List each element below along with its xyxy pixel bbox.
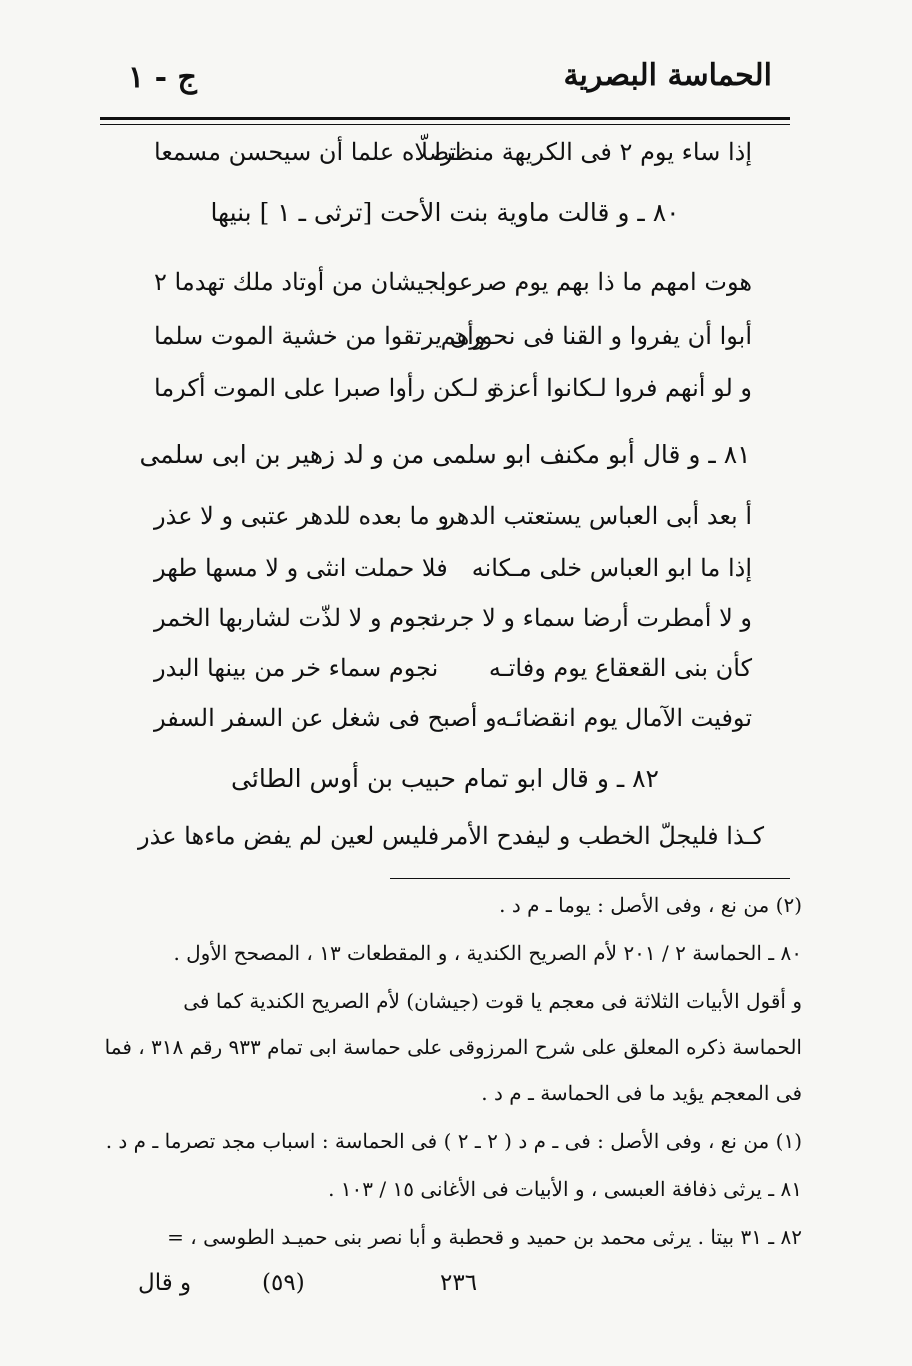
verse-80-2-left: وأن يرتقوا من خشية الموت سلما xyxy=(154,322,486,350)
poem-82-heading: ٨٢ ـ و قال ابو تمام حبيب بن أوس الطائى xyxy=(231,764,659,793)
verse-80-3-right: و لو أنهم فروا لـكانوا أعزة xyxy=(491,374,752,402)
verse-82-1-left: فليس لعين لم يفض ماءها عذر xyxy=(138,822,440,850)
verse-81-3-right: و لا أمطرت أرضا سماء و لا جرت xyxy=(423,604,752,632)
verse-1-right: إذا ساء يوم ٢ فى الكريهة منظرا xyxy=(434,138,752,166)
verse-80-2-right: أبوا أن يفروا و القنا فى نحورهم xyxy=(440,322,752,350)
footnote-line: ٨٠ ـ الحماسة ٢ / ٢٠١ لأم الصريح الكندية ، و المقطعات ١٣ ، المصحح الأول . xyxy=(173,941,802,965)
verse-80-1-left: بجيشان من أوتاد ملك تهدما ٢ xyxy=(154,268,447,296)
footnote-line: (٢) من نع ، وفى الأصل : يوما ـ م د . xyxy=(499,893,802,917)
verse-81-5-right: توفيت الآمال يوم انقضائـه xyxy=(495,704,752,732)
running-title: الحماسة البصرية xyxy=(563,58,772,93)
verse-81-5-left: و أصبح فى شغل عن السفر السفر xyxy=(154,704,497,732)
verse-80-3-left: و لـكن رأوا صبرا على الموت أكرما xyxy=(154,374,498,402)
catchword: و قال xyxy=(138,1270,192,1296)
footnote-line: ٨٢ ـ ٣١ بيتا . يرثى محمد بن حميد و قحطبة و أبا نصر بنى حميـد الطوسى ، = xyxy=(167,1225,802,1249)
verse-80-1-right: هوت امهم ما ذا بهم يوم صرعوا xyxy=(439,268,752,296)
verse-81-3-left: نجوم و لا لذّت لشاربها الخمر xyxy=(154,604,439,632)
verse-81-4-right: كأن بنى القعقاع يوم وفاتـه xyxy=(488,654,752,682)
footnote-line: فى المعجم يؤيد ما فى الحماسة ـ م د . xyxy=(481,1081,802,1105)
footnote-rule xyxy=(390,878,790,879)
footnote-line: و أقول الأبيات الثلاثة فى معجم يا قوت (جيشان) لأم الصريح الكندية كما فى xyxy=(183,989,802,1013)
verse-81-1-left: و ما بعده للدهر عتبى و لا عذر xyxy=(154,502,449,530)
signature-mark: (٥٩) xyxy=(262,1270,305,1296)
verse-1-left: تصلّاه علما أن سيحسن مسمعا xyxy=(154,138,457,166)
page-number: ٢٣٦ xyxy=(440,1270,478,1296)
verse-82-1-right: كـذا فليجلّ الخطب و ليفدح الأمر xyxy=(442,822,764,850)
verse-81-2-left: فلا حملت انثى و لا مسها طهر xyxy=(154,554,448,582)
footnote-line: (١) من نع ، وفى الأصل : فى ـ م د ( ٢ ـ ٢ ) فى الحماسة : اسباب مجد تصرما ـ م د . xyxy=(105,1129,802,1153)
volume-label: ج - ١ xyxy=(128,60,197,95)
verse-81-1-right: أ بعد أبى العباس يستعتب الدهر xyxy=(443,502,752,530)
verse-81-2-right: إذا ما ابو العباس خلى مـكانه xyxy=(471,554,752,582)
verse-81-4-left: نجوم سماء خر من بينها البدر xyxy=(154,654,439,682)
footnote-line: ٨١ ـ يرثى ذفافة العبسى ، و الأبيات فى الأغانى ١٥ / ١٠٣ . xyxy=(328,1177,802,1201)
footnote-line: الحماسة ذكره المعلق على شرح المرزوقى على حماسة ابى تمام ٩٣٣ رقم ٣١٨ ، فما xyxy=(104,1035,802,1059)
header-rule-thick xyxy=(100,117,790,120)
poem-81-heading: ٨١ ـ و قال أبو مكنف ابو سلمى من و لد زهير بن ابى سلمى xyxy=(139,440,751,469)
poem-80-heading: ٨٠ ـ و قالت ماوية بنت الأحت [ترثى ـ ١ ] بنيها xyxy=(210,198,680,227)
header-rule-thin xyxy=(100,124,790,125)
